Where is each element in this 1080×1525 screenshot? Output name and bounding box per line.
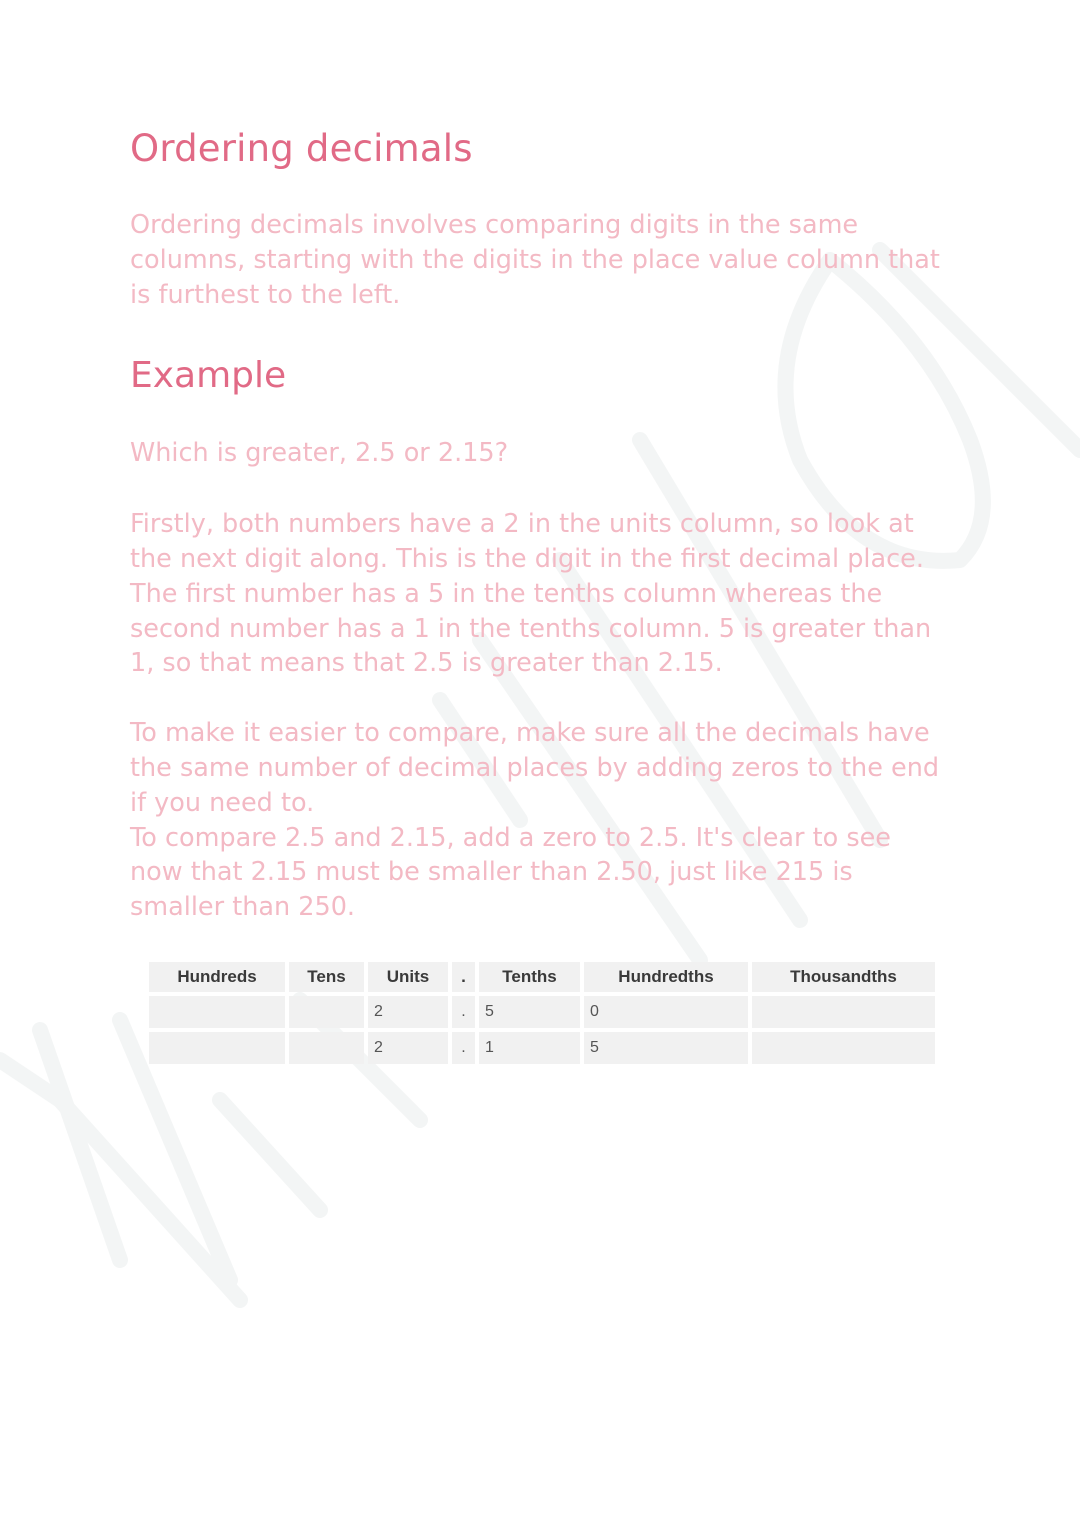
intro-paragraph: Ordering decimals involves comparing digits in the same columns, starting with the digits in the place value column that is furthest to the left. — [130, 210, 940, 310]
table-cell — [149, 1032, 285, 1064]
page-title: Ordering decimals — [130, 127, 473, 170]
header-hundredths: Hundredths — [584, 962, 748, 992]
table-cell — [149, 996, 285, 1028]
table-cell: 2 — [368, 996, 448, 1028]
table-cell — [289, 996, 364, 1028]
table-cell: 1 — [479, 1032, 580, 1064]
table-cell: 5 — [584, 1032, 748, 1064]
example-heading: Example — [130, 355, 287, 397]
table-cell: 2 — [368, 1032, 448, 1064]
table-cell: . — [452, 1032, 475, 1064]
table-cell — [289, 1032, 364, 1064]
header-tens: Tens — [289, 962, 364, 992]
table-row — [149, 1032, 935, 1064]
tip-paragraph: To make it easier to compare, make sure all the decimals have the same number of decimal places by adding zeros to the end if you need to. — [130, 718, 940, 818]
table-row — [149, 996, 935, 1028]
header-hundreds: Hundreds — [149, 962, 285, 992]
table-cell — [752, 1032, 935, 1064]
table-header-row — [149, 962, 935, 992]
tip-example-paragraph: To compare 2.5 and 2.15, add a zero to 2.5. It's clear to see now that 2.15 must be smaller than 2.50, just like 215 is smaller than 250. — [130, 822, 891, 923]
explanation-paragraph: Firstly, both numbers have a 2 in the units column, so look at the next digit along. This is the digit in the first decimal place. The first number has a 5 in the tenths column whereas the second number has a 1 in the tenths column. 5 is greater than 1, so that means that 2.5 is greater than 2.15. — [130, 509, 932, 679]
example-question: Which is greater, 2.5 or 2.15? — [130, 438, 509, 469]
header-decimal-point: . — [452, 962, 475, 992]
place-value-table — [145, 958, 939, 1068]
table-cell: 0 — [584, 996, 748, 1028]
table-cell — [752, 996, 935, 1028]
header-tenths: Tenths — [479, 962, 580, 992]
document-body — [130, 124, 950, 925]
header-units: Units — [368, 962, 448, 992]
table-cell: . — [452, 996, 475, 1028]
header-thousandths: Thousandths — [752, 962, 935, 992]
table-cell: 5 — [479, 996, 580, 1028]
